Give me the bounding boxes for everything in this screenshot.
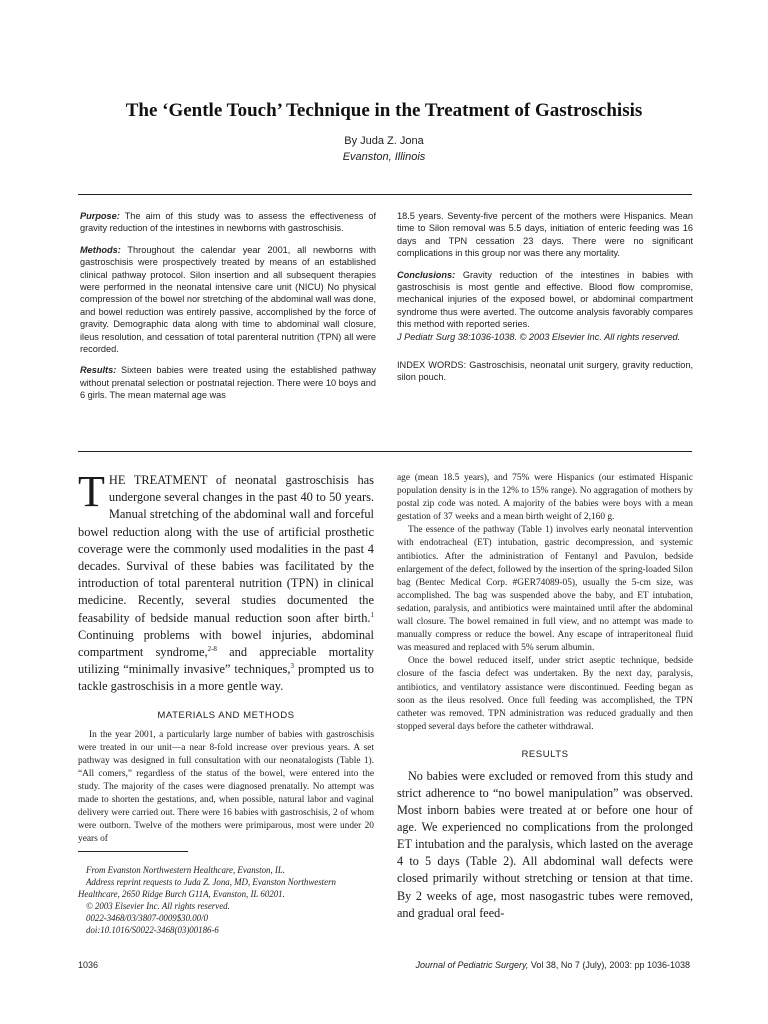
body-left-column xyxy=(78,467,374,846)
results-heading: RESULTS xyxy=(521,748,569,760)
footnote-copyright: © 2003 Elsevier Inc. All rights reserved. xyxy=(86,901,230,911)
abstract-bottom-rule xyxy=(78,451,692,452)
abstract-conclusions xyxy=(397,269,693,331)
intro-text-a: HE TREATMENT of neonatal gastroschisis has undergone several changes in the past 40 to 50 years. Manual stretching of the abdominal wall and forceful bowel reduction along with the use of artificial prosthetic coverage were the commonly used modalities in the past 4 decades. Survival of these babies was facilitated by the introduction of total parenteral nutrition (TPN) in clinical medicine. Recently, several studies documented the feasability of bedside manual reduction soon after birth. xyxy=(78,473,374,625)
abstract-purpose xyxy=(80,210,376,235)
footnote-address: Address reprint requests to Juda Z. Jona, MD, Evanston Northwestern Healthcare, 2650 Ridge Burch G11A, Evanston, IL 60201. xyxy=(78,877,336,899)
paper-title: The ‘Gentle Touch’ Technique in the Treatment of Gastroschisis xyxy=(125,100,643,121)
abstract-left-column xyxy=(80,210,376,411)
abstract-results-continued: 18.5 years. Seventy-five percent of the mothers were Hispanics. Mean time to Silon removal was 5.5 days, initiation of enteric feeding was 16 days and TPN cessation 23 days. There were no significant complications in this group nor was there any mortality. xyxy=(397,211,693,259)
closure-paragraph: Once the bowel reduced itself, under strict aseptic technique, bedside closure of the fascia defect was undertaken. By the next day, paralysis, antibiotics, and ventilatory assistance were discontinued. Feeding began as soon as the ileus resolved. Once full feeding was accomplished, the TPN catheter was removed. TPN administration was reduced gradually and then stopped several days before the catheter withdrawal. xyxy=(397,656,693,732)
results-text: Sixteen babies were treated using the established pathway without prenatal selection or postnatal rejection. There were 10 boys and 6 girls. The mean maternal age was xyxy=(80,365,376,401)
ref-2: 2-8 xyxy=(207,644,217,653)
results-label: Results: xyxy=(80,365,117,376)
intro-text-b: Continuing problems with bowel injuries, abdominal compartment syndrome, xyxy=(78,627,374,660)
footnote-issn: 0022-3468/03/3807-0009$30.00/0 xyxy=(86,913,209,923)
footnote-doi: doi:10.1016/S0022-3468(03)00186-6 xyxy=(86,925,219,935)
abstract-results xyxy=(80,364,376,401)
abstract-right-column xyxy=(397,210,693,393)
conclusions-text: Gravity reduction of the intestines in babies with gastroschisis is most gentle and effective. Blood flow compromise, mechanical injuries of the exposed bowel, or abdominal compartment syndrome thus were averted. The outcome analysis favorably compares this method with reported series. xyxy=(397,269,693,330)
page-number: 1036 xyxy=(78,960,99,970)
methods-continued-paragraph: age (mean 18.5 years), and 75% were Hispanics (our estimated Hispanic population density is in the 12% to 15% range). No aggragation of mothers by postal zip code was noted. A majority of the babies were boys with a mean gestation of 37 weeks and a mean birth weight of 2,160 g. xyxy=(397,473,693,523)
methods-heading: MATERIALS AND METHODS xyxy=(157,709,295,721)
abstract-methods xyxy=(80,244,376,356)
drop-cap: T xyxy=(78,467,105,516)
journal-name: Journal of Pediatric Surgery, xyxy=(415,960,529,970)
ref-1: 1 xyxy=(370,610,374,619)
methods-paragraph: In the year 2001, a particularly large number of babies with gastroschisis were treated in our unit—a near 8-fold increase over previous years. A set pathway was designed in full consultation with our neonatalogists (Table 1). “All comers,” regardless of the status of the bowel, were entered into the study. The majority of the cases were diagnosed prenatally. No attempt was made to shorten the gestations, and, when possible, natural labor and vaginal delivery were carried out. There were 16 babies with gastroschisis, 2 of whom were outborn. Twelve of the mothers were primiparous, most were under 20 years of xyxy=(78,729,374,845)
purpose-label: Purpose: xyxy=(80,211,120,221)
footnote-affiliation: From Evanston Northwestern Healthcare, Evanston, IL. xyxy=(86,865,286,875)
author-location: Evanston, Illinois xyxy=(342,151,426,163)
index-words: INDEX WORDS: Gastroschisis, neonatal unit surgery, gravity reduction, silon pouch. xyxy=(397,360,693,383)
methods-label: Methods: xyxy=(80,244,121,255)
intro-paragraph xyxy=(78,467,374,696)
footnote-rule xyxy=(78,851,188,852)
journal-footer xyxy=(416,960,691,970)
methods-text: Throughout the calendar year 2001, all newborns with gastroschisis were prospectively treated by means of an established clinical pathway protocol. Silon insertion and all subsequent therapies were performed in the neonatal intensive care unit (NICU) No physical compression of the bowel nor stretching of the abdominal wall was done, and bowel reduction was entirely passive, accomplished by the force of gravity. Demographic data along with time to abdominal wall closure, ileus resolution, and cessation of total parenteral nutrition (TPN) all were recorded. xyxy=(80,244,376,355)
body-right-column xyxy=(397,472,693,922)
purpose-text: The aim of this study was to assess the effectiveness of gravity reduction of the intestines in newborns with gastroschisis. xyxy=(80,211,376,234)
intro-text-d: prompted us to tackle gastroschisis in a more gentle way. xyxy=(78,662,374,694)
conclusions-label: Conclusions: xyxy=(397,269,456,280)
results-paragraph: No babies were excluded or removed from this study and strict adherence to “no bowel manipulation” was observed. Most inborn babies were treated at or before one hour of age. We experienced no complications from the prolonged ET intubation and the paralysis, which lasted on the average 4 to 5 days (Table 2). All abdominal wall defects were closed primarily without stretching or tension at that time. By 2 weeks of age, most nasogastric tubes were removed, and gradual oral feed- xyxy=(397,768,693,920)
abstract-citation: J Pediatr Surg 38:1036-1038. © 2003 Elsevier Inc. All rights reserved. xyxy=(397,331,681,342)
intro-text-c: and appreciable mortality utilizing “minimally invasive” techniques, xyxy=(78,645,374,677)
journal-details: Vol 38, No 7 (July), 2003: pp 1036-1038 xyxy=(528,960,690,970)
ref-3: 3 xyxy=(290,662,294,671)
pathway-paragraph: The essence of the pathway (Table 1) involves early neonatal intervention with endotracheal (ET) intubation, gastric decompression, and systemic antibiotics. After the administration of Fentanyl and Pavulon, bedside enlargement of the defect, followed by the insertion of the spring-loaded Silon bag (Bentec Medical Corp. #GER74089-05), usually the 5-cm size, was accomplished. The bag was suspended above the baby, and ET intubation, sedation, paralysis, and antibiotics were maintained until after the abdominal wall closure. The bowel remained in full view, and no attempt was made to manually compress or reduce the bowel. Any escape of intraperitoneal fluid was measured and replaced with 5% serum albumin. xyxy=(397,525,693,654)
author-byline: By Juda Z. Jona xyxy=(344,135,424,147)
abstract-top-rule xyxy=(78,194,692,195)
footnote-block xyxy=(78,864,374,936)
